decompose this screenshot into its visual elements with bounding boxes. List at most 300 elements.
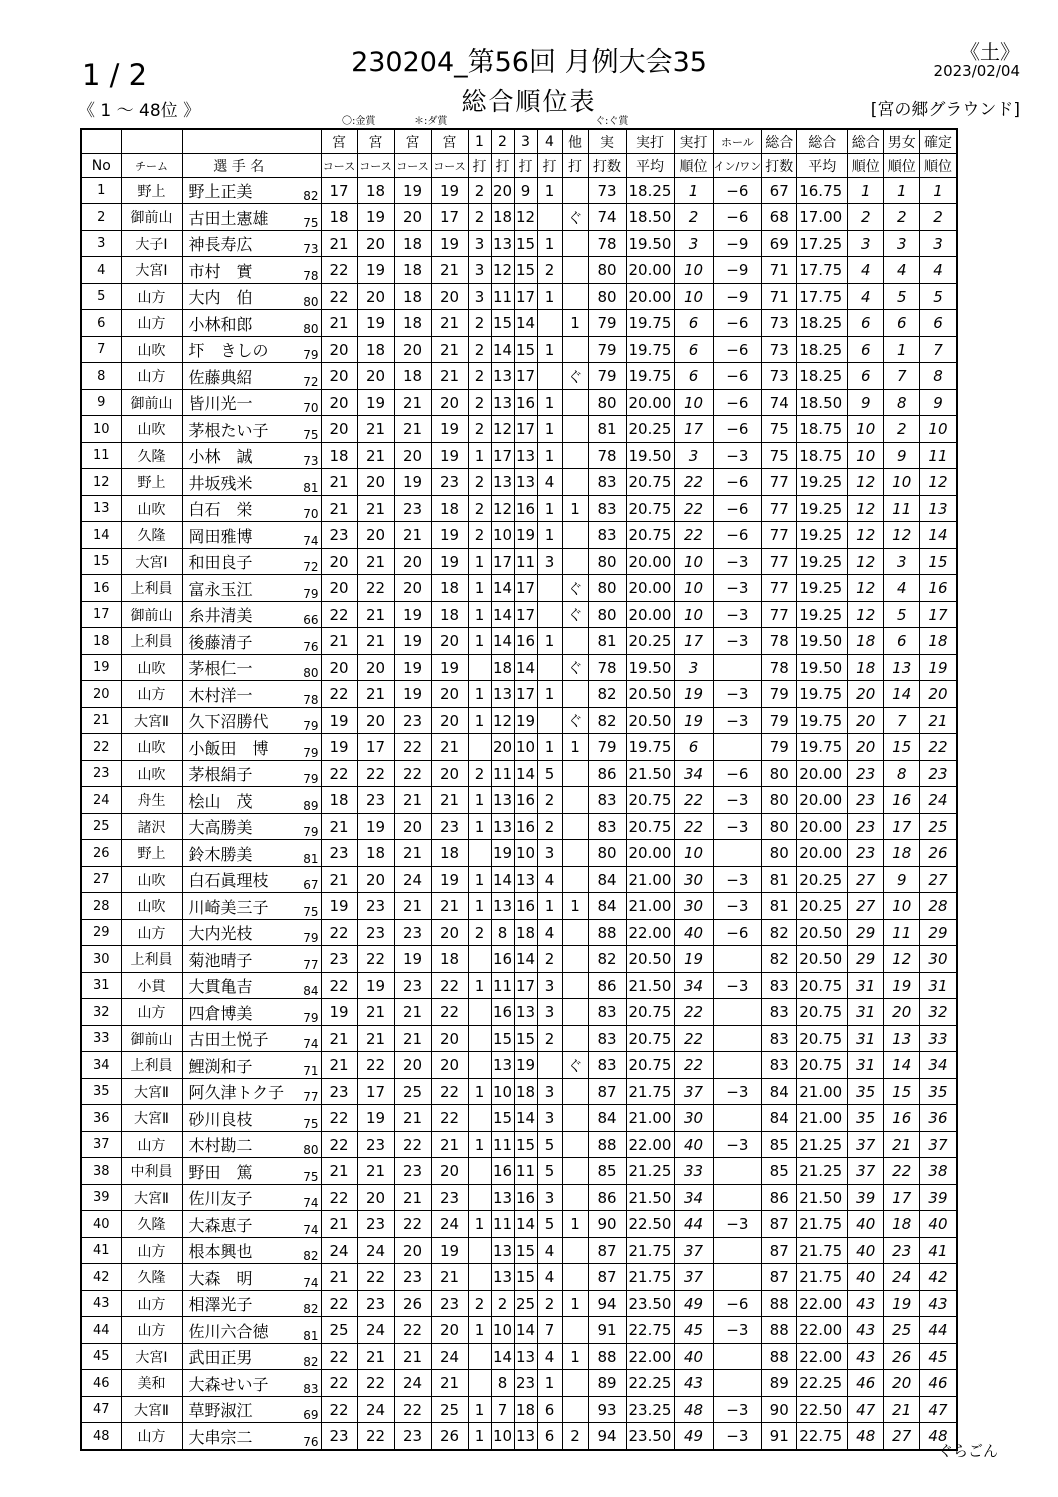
no-cell: 15 — [81, 549, 121, 575]
actual-strokes-cell: 87 — [588, 1264, 626, 1291]
total-strokes-cell: 88 — [762, 1317, 797, 1344]
header-hole-in-one: ホール — [713, 129, 762, 154]
total-rank-cell: 4 — [848, 257, 884, 284]
course-1-cell: 22 — [321, 973, 357, 999]
actual-rank-cell: 10 — [674, 602, 713, 628]
total-average-cell: 20.75 — [797, 973, 848, 999]
actual-strokes-cell: 78 — [588, 231, 626, 257]
course-2-cell: 20 — [357, 469, 394, 496]
course-3-cell: 18 — [394, 257, 431, 284]
actual-average-cell: 21.50 — [626, 1185, 674, 1211]
age-cell: 80 — [295, 655, 321, 681]
actual-strokes-cell: 83 — [588, 814, 626, 840]
age-cell: 74 — [295, 1185, 321, 1211]
course-1-cell: 23 — [321, 522, 357, 549]
putt-other-cell — [562, 946, 588, 973]
total-strokes-cell: 87 — [762, 1238, 797, 1264]
course-3-cell: 21 — [394, 1344, 431, 1370]
putt-1-cell: 1 — [468, 443, 491, 469]
hole-in-one-cell: −6 — [713, 920, 762, 946]
course-2-cell: 19 — [357, 973, 394, 999]
total-average-cell: 20.25 — [797, 893, 848, 920]
actual-rank-cell: 10 — [674, 257, 713, 284]
putt-2-cell: 12 — [491, 708, 514, 734]
putt-other-cell — [562, 814, 588, 840]
total-average-cell: 18.25 — [797, 363, 848, 390]
age-cell: 83 — [295, 1370, 321, 1397]
actual-strokes-cell: 82 — [588, 708, 626, 734]
actual-average-cell: 19.75 — [626, 363, 674, 390]
header-putt-1: 1 — [468, 129, 491, 154]
actual-rank-cell: 3 — [674, 655, 713, 681]
actual-rank-cell: 37 — [674, 1238, 713, 1264]
putt-3-cell: 17 — [514, 973, 537, 999]
gender-rank-cell: 27 — [884, 1423, 920, 1451]
team-cell: 大宮Ⅱ — [121, 1105, 182, 1132]
putt-1-cell: 1 — [468, 867, 491, 893]
table-row — [81, 602, 957, 628]
course-3-cell: 25 — [394, 1079, 431, 1105]
age-cell: 72 — [295, 549, 321, 575]
header-putt-4: 打 — [537, 154, 562, 178]
player-name-cell: 大串宗二 — [182, 1423, 295, 1451]
table-row — [81, 761, 957, 787]
player-name-cell: 古田土悦子 — [182, 1026, 295, 1052]
actual-average-cell: 19.50 — [626, 443, 674, 469]
putt-1-cell — [468, 999, 491, 1026]
no-cell: 26 — [81, 840, 121, 867]
actual-strokes-cell: 89 — [588, 1370, 626, 1397]
table-row — [81, 1423, 957, 1451]
total-average-cell: 17.25 — [797, 231, 848, 257]
player-name-cell: 砂川良枝 — [182, 1105, 295, 1132]
no-cell: 27 — [81, 867, 121, 893]
putt-1-cell: 1 — [468, 1423, 491, 1451]
table-row — [81, 284, 957, 310]
actual-rank-cell: 10 — [674, 284, 713, 310]
gender-rank-cell: 20 — [884, 999, 920, 1026]
final-rank-cell: 16 — [920, 575, 957, 602]
final-rank-cell: 19 — [920, 655, 957, 681]
team-cell: 上利員 — [121, 1052, 182, 1079]
total-average-cell: 20.00 — [797, 814, 848, 840]
course-1-cell: 19 — [321, 708, 357, 734]
course-1-cell: 18 — [321, 787, 357, 814]
table-row — [81, 1052, 957, 1079]
total-average-cell: 22.00 — [797, 1344, 848, 1370]
final-rank-cell: 36 — [920, 1105, 957, 1132]
player-name-cell: 桧山 茂 — [182, 787, 295, 814]
no-cell: 42 — [81, 1264, 121, 1291]
putt-2-cell: 13 — [491, 390, 514, 416]
final-rank-cell: 25 — [920, 814, 957, 840]
actual-average-cell: 21.00 — [626, 867, 674, 893]
team-cell: 御前山 — [121, 390, 182, 416]
total-rank-cell: 3 — [848, 231, 884, 257]
actual-average-cell: 19.50 — [626, 231, 674, 257]
total-strokes-cell: 80 — [762, 840, 797, 867]
table-row — [81, 310, 957, 337]
header-total-rank: 順位 — [848, 154, 884, 178]
player-name-cell: 大高勝美 — [182, 814, 295, 840]
actual-rank-cell: 6 — [674, 337, 713, 363]
putt-1-cell: 2 — [468, 416, 491, 443]
table-row — [81, 999, 957, 1026]
course-2-cell: 24 — [357, 1238, 394, 1264]
hole-in-one-cell: −3 — [713, 549, 762, 575]
total-average-cell: 19.25 — [797, 469, 848, 496]
actual-strokes-cell: 83 — [588, 1052, 626, 1079]
actual-strokes-cell: 84 — [588, 867, 626, 893]
no-cell: 25 — [81, 814, 121, 840]
course-3-cell: 18 — [394, 363, 431, 390]
total-average-cell: 18.50 — [797, 390, 848, 416]
total-strokes-cell: 89 — [762, 1370, 797, 1397]
course-1-cell: 21 — [321, 469, 357, 496]
actual-rank-cell: 40 — [674, 920, 713, 946]
no-cell: 9 — [81, 390, 121, 416]
putt-4-cell: 3 — [537, 1079, 562, 1105]
putt-1-cell: 1 — [468, 602, 491, 628]
total-average-cell: 21.00 — [797, 1105, 848, 1132]
putt-2-cell: 10 — [491, 522, 514, 549]
putt-other-cell: 1 — [562, 310, 588, 337]
course-3-cell: 21 — [394, 787, 431, 814]
putt-3-cell: 16 — [514, 496, 537, 522]
final-rank-cell: 13 — [920, 496, 957, 522]
header-gender-rank: 男女 — [884, 129, 920, 154]
gender-rank-cell: 21 — [884, 1132, 920, 1158]
putt-3-cell: 17 — [514, 363, 537, 390]
putt-2-cell: 18 — [491, 655, 514, 681]
course-1-cell: 20 — [321, 575, 357, 602]
total-average-cell: 18.75 — [797, 443, 848, 469]
actual-average-cell: 20.75 — [626, 1026, 674, 1052]
putt-1-cell: 1 — [468, 973, 491, 999]
putt-3-cell: 14 — [514, 310, 537, 337]
final-rank-cell: 40 — [920, 1211, 957, 1238]
putt-4-cell: 6 — [537, 1397, 562, 1423]
total-strokes-cell: 73 — [762, 363, 797, 390]
putt-2-cell: 13 — [491, 1185, 514, 1211]
course-1-cell: 21 — [321, 1052, 357, 1079]
table-row — [81, 1344, 957, 1370]
header-actual-rank: 実打 — [674, 129, 713, 154]
age-cell: 75 — [295, 204, 321, 231]
putt-2-cell: 13 — [491, 893, 514, 920]
team-cell: 大宮Ⅰ — [121, 1344, 182, 1370]
player-name-cell: 白石 栄 — [182, 496, 295, 522]
putt-other-cell: ぐ — [562, 204, 588, 231]
gender-rank-cell: 19 — [884, 1291, 920, 1317]
header-player-name — [182, 129, 295, 154]
no-cell: 18 — [81, 628, 121, 655]
total-rank-cell: 31 — [848, 999, 884, 1026]
putt-3-cell: 15 — [514, 1026, 537, 1052]
total-strokes-cell: 83 — [762, 1026, 797, 1052]
putt-1-cell: 1 — [468, 787, 491, 814]
total-average-cell: 17.75 — [797, 257, 848, 284]
hole-in-one-cell: −3 — [713, 1317, 762, 1344]
actual-strokes-cell: 79 — [588, 310, 626, 337]
putt-other-cell — [562, 337, 588, 363]
total-rank-cell: 43 — [848, 1344, 884, 1370]
table-row — [81, 867, 957, 893]
putt-3-cell: 14 — [514, 946, 537, 973]
team-cell: 山吹 — [121, 416, 182, 443]
course-2-cell: 21 — [357, 443, 394, 469]
actual-rank-cell: 3 — [674, 443, 713, 469]
final-rank-cell: 30 — [920, 946, 957, 973]
course-2-cell: 18 — [357, 337, 394, 363]
total-average-cell: 20.50 — [797, 946, 848, 973]
table-row — [81, 257, 957, 284]
player-name-cell: 佐藤典紹 — [182, 363, 295, 390]
actual-strokes-cell: 88 — [588, 1344, 626, 1370]
gender-rank-cell: 24 — [884, 1264, 920, 1291]
total-average-cell: 21.75 — [797, 1238, 848, 1264]
putt-4-cell: 5 — [537, 761, 562, 787]
course-2-cell: 22 — [357, 1052, 394, 1079]
putt-4-cell: 3 — [537, 549, 562, 575]
ranking-table — [80, 128, 958, 1451]
team-cell: 久隆 — [121, 1211, 182, 1238]
header-actual-average: 平均 — [626, 154, 674, 178]
course-1-cell: 23 — [321, 840, 357, 867]
no-cell: 10 — [81, 416, 121, 443]
course-2-cell: 23 — [357, 893, 394, 920]
putt-3-cell: 14 — [514, 761, 537, 787]
age-cell: 79 — [295, 761, 321, 787]
age-cell: 76 — [295, 628, 321, 655]
putt-1-cell: 1 — [468, 814, 491, 840]
hole-in-one-cell: −6 — [713, 363, 762, 390]
course-2-cell: 23 — [357, 1291, 394, 1317]
actual-rank-cell: 40 — [674, 1344, 713, 1370]
gender-rank-cell: 12 — [884, 946, 920, 973]
age-cell: 75 — [295, 1158, 321, 1185]
table-row — [81, 1238, 957, 1264]
table-row — [81, 814, 957, 840]
course-2-cell: 20 — [357, 867, 394, 893]
no-cell: 5 — [81, 284, 121, 310]
table-row — [81, 1211, 957, 1238]
team-cell: 小貫 — [121, 973, 182, 999]
course-2-cell: 22 — [357, 575, 394, 602]
age-cell: 69 — [295, 1397, 321, 1423]
hole-in-one-cell: −3 — [713, 681, 762, 708]
course-1-cell: 24 — [321, 1238, 357, 1264]
course-2-cell: 21 — [357, 681, 394, 708]
course-2-cell: 21 — [357, 602, 394, 628]
player-name-cell: 小飯田 博 — [182, 734, 295, 761]
actual-average-cell: 20.00 — [626, 840, 674, 867]
actual-strokes-cell: 80 — [588, 257, 626, 284]
gender-rank-cell: 18 — [884, 840, 920, 867]
course-3-cell: 21 — [394, 999, 431, 1026]
total-average-cell: 17.00 — [797, 204, 848, 231]
total-rank-cell: 6 — [848, 363, 884, 390]
team-cell: 山吹 — [121, 893, 182, 920]
gender-rank-cell: 3 — [884, 549, 920, 575]
final-rank-cell: 47 — [920, 1397, 957, 1423]
final-rank-cell: 41 — [920, 1238, 957, 1264]
putt-2-cell: 19 — [491, 840, 514, 867]
final-rank-cell: 26 — [920, 840, 957, 867]
age-cell: 82 — [295, 1238, 321, 1264]
actual-average-cell: 20.75 — [626, 999, 674, 1026]
putt-3-cell: 14 — [514, 655, 537, 681]
course-4-cell: 20 — [431, 708, 468, 734]
putt-4-cell: 1 — [537, 496, 562, 522]
total-rank-cell: 23 — [848, 787, 884, 814]
total-strokes-cell: 91 — [762, 1423, 797, 1451]
putt-4-cell — [537, 1052, 562, 1079]
gender-rank-cell: 7 — [884, 363, 920, 390]
course-1-cell: 21 — [321, 814, 357, 840]
gender-rank-cell: 13 — [884, 655, 920, 681]
age-cell: 70 — [295, 390, 321, 416]
actual-average-cell: 21.75 — [626, 1264, 674, 1291]
gender-rank-cell: 15 — [884, 1079, 920, 1105]
course-1-cell: 19 — [321, 734, 357, 761]
total-strokes-cell: 77 — [762, 522, 797, 549]
course-1-cell: 21 — [321, 310, 357, 337]
final-rank-cell: 17 — [920, 602, 957, 628]
header-total-strokes: 総合 — [762, 129, 797, 154]
final-rank-cell: 15 — [920, 549, 957, 575]
course-4-cell: 26 — [431, 1423, 468, 1451]
course-1-cell: 21 — [321, 496, 357, 522]
gender-rank-cell: 20 — [884, 1370, 920, 1397]
course-4-cell: 20 — [431, 390, 468, 416]
header-actual-average: 実打 — [626, 129, 674, 154]
total-rank-cell: 40 — [848, 1238, 884, 1264]
putt-2-cell: 14 — [491, 628, 514, 655]
hole-in-one-cell: −6 — [713, 337, 762, 363]
age-cell: 89 — [295, 787, 321, 814]
no-cell: 17 — [81, 602, 121, 628]
hole-in-one-cell: −3 — [713, 708, 762, 734]
gender-rank-cell: 16 — [884, 1105, 920, 1132]
no-cell: 8 — [81, 363, 121, 390]
course-3-cell: 22 — [394, 761, 431, 787]
total-strokes-cell: 83 — [762, 999, 797, 1026]
rank-range: 《 1 ～ 48位 》 — [78, 101, 201, 121]
course-4-cell: 20 — [431, 1052, 468, 1079]
actual-strokes-cell: 94 — [588, 1291, 626, 1317]
header-no — [81, 129, 121, 154]
course-2-cell: 21 — [357, 549, 394, 575]
player-name-cell: 神長寿広 — [182, 231, 295, 257]
putt-3-cell: 23 — [514, 1370, 537, 1397]
course-3-cell: 20 — [394, 204, 431, 231]
putt-4-cell: 1 — [537, 443, 562, 469]
course-1-cell: 22 — [321, 1344, 357, 1370]
total-average-cell: 20.25 — [797, 867, 848, 893]
total-average-cell: 21.00 — [797, 1079, 848, 1105]
age-cell: 78 — [295, 257, 321, 284]
putt-4-cell: 4 — [537, 920, 562, 946]
putt-2-cell: 11 — [491, 1132, 514, 1158]
actual-strokes-cell: 83 — [588, 999, 626, 1026]
course-1-cell: 21 — [321, 1158, 357, 1185]
course-4-cell: 20 — [431, 1317, 468, 1344]
putt-3-cell: 12 — [514, 204, 537, 231]
age-cell: 79 — [295, 337, 321, 363]
putt-other-cell — [562, 1185, 588, 1211]
hole-in-one-cell — [713, 1026, 762, 1052]
player-name-cell: 小林和郎 — [182, 310, 295, 337]
hole-in-one-cell — [713, 999, 762, 1026]
player-name-cell: 菊池晴子 — [182, 946, 295, 973]
putt-other-cell — [562, 469, 588, 496]
hole-in-one-cell: −3 — [713, 1397, 762, 1423]
team-cell: 御前山 — [121, 1026, 182, 1052]
table-row — [81, 787, 957, 814]
course-3-cell: 19 — [394, 602, 431, 628]
putt-4-cell: 2 — [537, 787, 562, 814]
gender-rank-cell: 7 — [884, 708, 920, 734]
no-cell: 16 — [81, 575, 121, 602]
course-1-cell: 22 — [321, 1185, 357, 1211]
no-cell: 24 — [81, 787, 121, 814]
course-4-cell: 22 — [431, 1079, 468, 1105]
header-total-average: 総合 — [797, 129, 848, 154]
final-rank-cell: 11 — [920, 443, 957, 469]
putt-4-cell: 1 — [537, 893, 562, 920]
page-title: 230204_第56回 月例大会35 — [351, 47, 707, 78]
final-rank-cell: 21 — [920, 708, 957, 734]
header-total-average: 平均 — [797, 154, 848, 178]
player-name-cell: 茅根絹子 — [182, 761, 295, 787]
header-age — [295, 154, 321, 178]
putt-4-cell — [537, 204, 562, 231]
header-putt-3: 打 — [514, 154, 537, 178]
putt-2-cell: 15 — [491, 310, 514, 337]
course-4-cell: 19 — [431, 178, 468, 204]
gender-rank-cell: 22 — [884, 1158, 920, 1185]
total-strokes-cell: 77 — [762, 469, 797, 496]
course-1-cell: 22 — [321, 761, 357, 787]
course-3-cell: 23 — [394, 920, 431, 946]
gender-rank-cell: 1 — [884, 178, 920, 204]
putt-1-cell: 1 — [468, 1079, 491, 1105]
actual-rank-cell: 1 — [674, 178, 713, 204]
gender-rank-cell: 4 — [884, 575, 920, 602]
actual-strokes-cell: 80 — [588, 840, 626, 867]
player-name-cell: 井坂残米 — [182, 469, 295, 496]
team-cell: 野上 — [121, 469, 182, 496]
putt-2-cell: 12 — [491, 257, 514, 284]
putt-2-cell: 10 — [491, 1423, 514, 1451]
final-rank-cell: 2 — [920, 204, 957, 231]
team-cell: 山吹 — [121, 337, 182, 363]
player-name-cell: 大森恵子 — [182, 1211, 295, 1238]
age-cell: 75 — [295, 893, 321, 920]
actual-rank-cell: 19 — [674, 681, 713, 708]
total-rank-cell: 9 — [848, 390, 884, 416]
putt-1-cell: 2 — [468, 337, 491, 363]
total-rank-cell: 40 — [848, 1264, 884, 1291]
header-course-2: コース — [357, 154, 394, 178]
total-rank-cell: 18 — [848, 628, 884, 655]
putt-other-cell: 1 — [562, 496, 588, 522]
gender-rank-cell: 18 — [884, 1211, 920, 1238]
header-putt-other: 他 — [562, 129, 588, 154]
course-4-cell: 19 — [431, 655, 468, 681]
no-cell: 2 — [81, 204, 121, 231]
